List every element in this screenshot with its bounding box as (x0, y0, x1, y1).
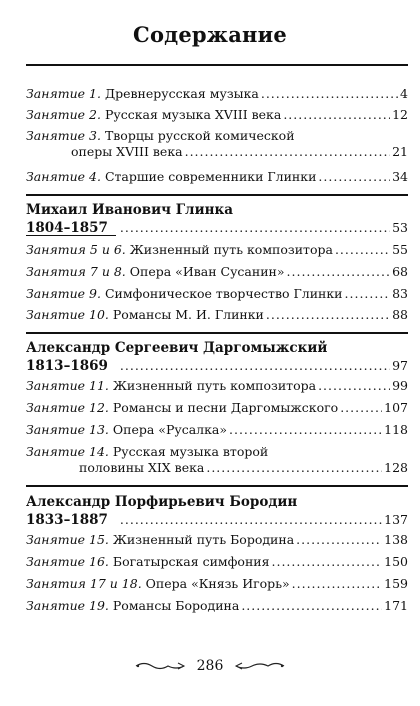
entry-page: 128 (384, 460, 408, 475)
leader-dots (120, 511, 382, 529)
entry-page: 138 (384, 532, 408, 547)
leader-dots (120, 219, 390, 237)
entry-page: 118 (384, 422, 408, 437)
toc-entry (26, 107, 408, 123)
title-divider (26, 64, 408, 66)
entry-page: 55 (392, 242, 408, 257)
entry-label: Занятие 4. (26, 169, 101, 184)
entry-label: Занятие 13. (26, 422, 109, 437)
leader-dots (272, 554, 383, 570)
leader-dots (296, 532, 382, 548)
entry-page: 68 (392, 264, 408, 279)
toc-entry (26, 378, 408, 394)
entry-text-cont: оперы XVIII века (71, 144, 183, 159)
entry-text: Опера «Иван Сусанин» (129, 264, 285, 279)
toc-entry (26, 598, 408, 614)
toc-entry (26, 422, 408, 438)
toc-entry (26, 307, 408, 323)
toc-entry (26, 128, 408, 160)
toc-entry (26, 576, 408, 592)
entry-page: 99 (392, 378, 408, 393)
section-divider (26, 485, 408, 487)
author-years: 1804–1857 (26, 220, 108, 236)
leader-dots (241, 598, 382, 614)
entry-page: 107 (384, 400, 408, 415)
entry-label: Занятие 2. (26, 107, 101, 122)
entry-page: 159 (384, 576, 408, 591)
entry-label: Занятие 9. (26, 286, 101, 301)
leader-dots (335, 242, 390, 258)
entry-page: 171 (384, 598, 408, 613)
right-ornament-icon (234, 660, 286, 672)
section-heading (26, 201, 408, 237)
entry-page: 4 (400, 86, 408, 101)
toc-entry (26, 242, 408, 258)
entry-text: Опера «Русалка» (112, 422, 228, 437)
entry-page: 83 (392, 286, 408, 301)
author-name: Александр Порфирьевич Бородин (26, 494, 298, 510)
entry-label: Занятия 7 и 8. (26, 264, 126, 279)
entry-page: 150 (384, 554, 408, 569)
section-page: 97 (392, 358, 408, 373)
entry-label: Занятие 11. (26, 378, 109, 393)
entry-text: Жизненный путь композитора (112, 378, 317, 393)
entry-text: Творцы русской комической (104, 128, 295, 143)
left-ornament-icon (134, 660, 186, 672)
entry-label: Занятия 5 и 6. (26, 242, 126, 257)
author-name: Михаил Иванович Глинка (26, 202, 233, 218)
years-underline (26, 235, 116, 236)
leader-dots (318, 169, 390, 185)
entry-text-cont: половины XIX века (79, 460, 205, 475)
entry-text: Романсы и песни Даргомыжского (112, 400, 339, 415)
toc-entry (26, 286, 408, 302)
entry-page: 21 (392, 144, 408, 159)
toc-entry (26, 169, 408, 185)
author-years: 1833–1887 (26, 512, 108, 528)
section-divider (26, 332, 408, 334)
section-page: 137 (384, 512, 408, 527)
toc-entry (26, 444, 408, 476)
entry-label: Занятие 19. (26, 598, 109, 613)
entry-label: Занятие 14. (26, 444, 109, 459)
toc-entry (26, 400, 408, 416)
leader-dots (283, 107, 390, 123)
entry-text: Жизненный путь Бородина (112, 532, 295, 547)
entry-label: Занятие 12. (26, 400, 109, 415)
leader-dots (292, 576, 382, 592)
entry-text: Русская музыка второй (112, 444, 269, 459)
entry-label: Занятие 15. (26, 532, 109, 547)
entry-label: Занятие 1. (26, 86, 101, 101)
leader-dots (266, 307, 390, 323)
leader-dots (261, 86, 398, 102)
entry-text: Жизненный путь композитора (129, 242, 333, 257)
entry-text: Богатырская симфония (112, 554, 270, 569)
entry-page: 12 (392, 107, 408, 122)
entry-page: 34 (392, 169, 408, 184)
author-name: Александр Сергеевич Даргомыжский (26, 340, 328, 356)
leader-dots (185, 144, 391, 160)
leader-dots (287, 264, 391, 280)
toc-entry (26, 264, 408, 280)
leader-dots (340, 400, 382, 416)
entry-text: Старшие современники Глинки (104, 169, 317, 184)
leader-dots (206, 460, 382, 476)
entry-text: Опера «Князь Игорь» (145, 576, 290, 591)
author-years: 1813–1869 (26, 358, 108, 374)
toc-entry (26, 532, 408, 548)
page-title: Содержание (133, 22, 287, 47)
entry-label: Занятие 3. (26, 128, 101, 143)
section-heading (26, 493, 408, 529)
leader-dots (318, 378, 390, 394)
entry-label: Занятие 10. (26, 307, 109, 322)
entry-text: Русская музыка XVIII века (104, 107, 282, 122)
entry-page: 88 (392, 307, 408, 322)
entry-text: Симфоническое творчество Глинки (104, 286, 343, 301)
page-footer (0, 658, 420, 674)
entry-text: Романсы Бородина (112, 598, 240, 613)
section-page: 53 (392, 220, 408, 235)
entry-text: Древнерусская музыка (104, 86, 259, 101)
entry-label: Занятие 16. (26, 554, 109, 569)
entry-label: Занятия 17 и 18. (26, 576, 142, 591)
page-number: 286 (196, 658, 224, 674)
leader-dots (120, 357, 390, 375)
section-divider (26, 194, 408, 196)
leader-dots (229, 422, 382, 438)
toc-entry (26, 554, 408, 570)
leader-dots (345, 286, 391, 302)
section-heading (26, 339, 408, 375)
entry-text: Романсы М. И. Глинки (112, 307, 264, 322)
toc-entry (26, 86, 408, 102)
